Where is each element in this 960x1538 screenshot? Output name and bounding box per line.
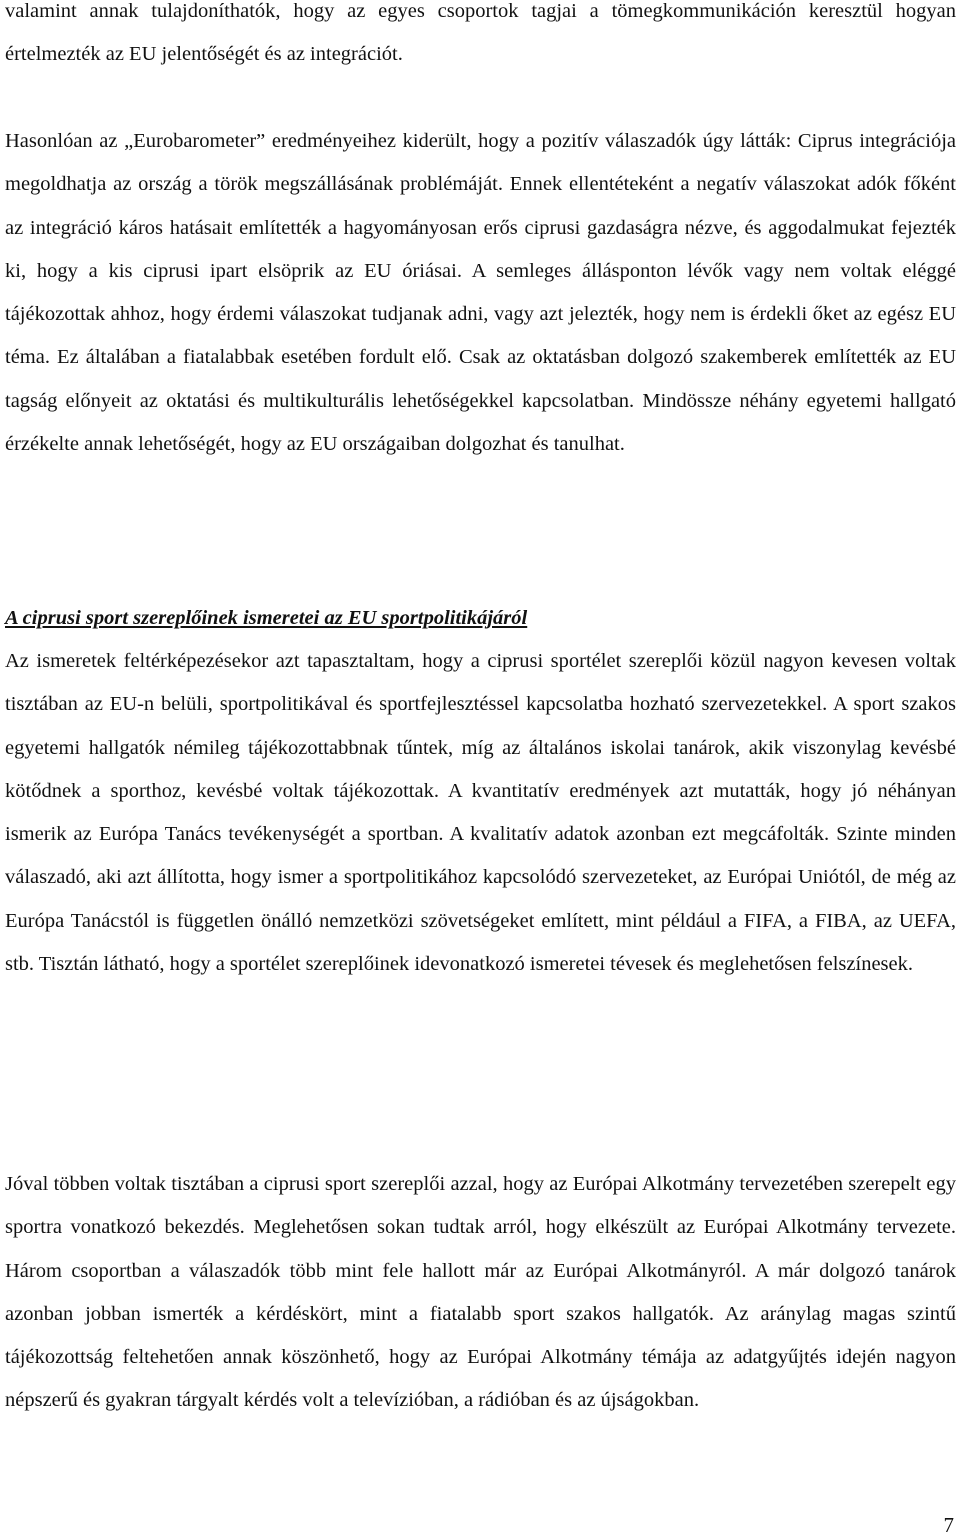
section-heading: A ciprusi sport szereplőinek ismeretei az EU sportpolitikájáról	[5, 607, 528, 629]
page-number: 7	[943, 1513, 954, 1537]
paragraph-intro-continuation: valamint annak tulajdoníthatók, hogy az egyes csoportok tagjai a tömegkommunikáción keresztül hogyan értelmezték az EU jelentőségét és az integrációt.	[5, 0, 956, 66]
paragraph-eurobarometer-results: Hasonlóan az „Eurobarometer” eredményeihez kiderült, hogy a pozitív válaszadók úgy látták: Ciprus integrációja megoldhatja az ország a török megszállásának problémáját. Ennek ellentéteként a negatív válaszokat adók főként az integráció káros hatásait említették a hagyományosan erős ciprusi gazdaságra nézve, és aggodalmukat fejezték ki, hogy a kis ciprusi ipart elsöprik az EU óriásai. A semleges állásponton lévők vagy nem voltak eléggé tájékozottak ahhoz, hogy érdemi válaszokat tudjanak adni, vagy azt jelezték, hogy nem is érdekli őket az egész EU téma. Ez általában a fiatalabbak esetében fordult elő. Csak az oktatásban dolgozó szakemberek említették az EU tagság előnyeit az oktatási és multikulturális lehetőségekkel kapcsolatban. Mindössze néhány egyetemi hallgató érzékelte annak lehetőségét, hogy az EU országaiban dolgozhat és tanulhat.	[5, 130, 956, 456]
paragraph-sport-knowledge: Az ismeretek feltérképezésekor azt tapasztaltam, hogy a ciprusi sportélet szereplői közül nagyon kevesen voltak tisztában az EU-n belüli, sportpolitikával és sportfejlesztéssel kapcsolatba hozható szervezetekkel. A sport szakos egyetemi hallgatók némileg tájékozottabbnak tűntek, míg az általános iskolai tanárok, akik viszonylag kevésbé kötődnek a sporthoz, kevésbé voltak tájékozottak. A kvantitatív eredmények azt mutatták, hogy jó néhányan ismerik az Európa Tanács tevékenységét a sportban. A kvalitatív adatok azonban ezt megcáfolták. Szinte minden válaszadó, aki azt állította, hogy ismer a sportpolitikához kapcsolódó szervezeteket, az Európai Uniótól, de még az Európa Tanácstól is független önálló nemzetközi szövetségeket említett, mint például a FIFA, a FIBA, az UEFA, stb. Tisztán látható, hogy a sportélet szereplőinek idevonatkozó ismeretei tévesek és meglehetősen felszínesek.	[5, 650, 956, 976]
paragraph-european-constitution: Jóval többen voltak tisztában a ciprusi sport szereplői azzal, hogy az Európai Alkotmány tervezetében szerepelt egy sportra vonatkozó bekezdés. Meglehetősen sokan tudtak arról, hogy elkészült az Európai Alkotmány tervezete. Három csoportban a válaszadók több mint fele hallott már az Európai Alkotmányról. A már dolgozó tanárok azonban jobban ismerték a kérdéskört, mint a fiatalabb sport szakos hallgatók. Az aránylag magas szintű tájékozottság feltehetően annak köszönhető, hogy az Európai Alkotmány témája az adatgyűjtés idején nagyon népszerű és gyakran tárgyalt kérdés volt a televízióban, a rádióban és az újságokban.	[5, 1173, 956, 1412]
